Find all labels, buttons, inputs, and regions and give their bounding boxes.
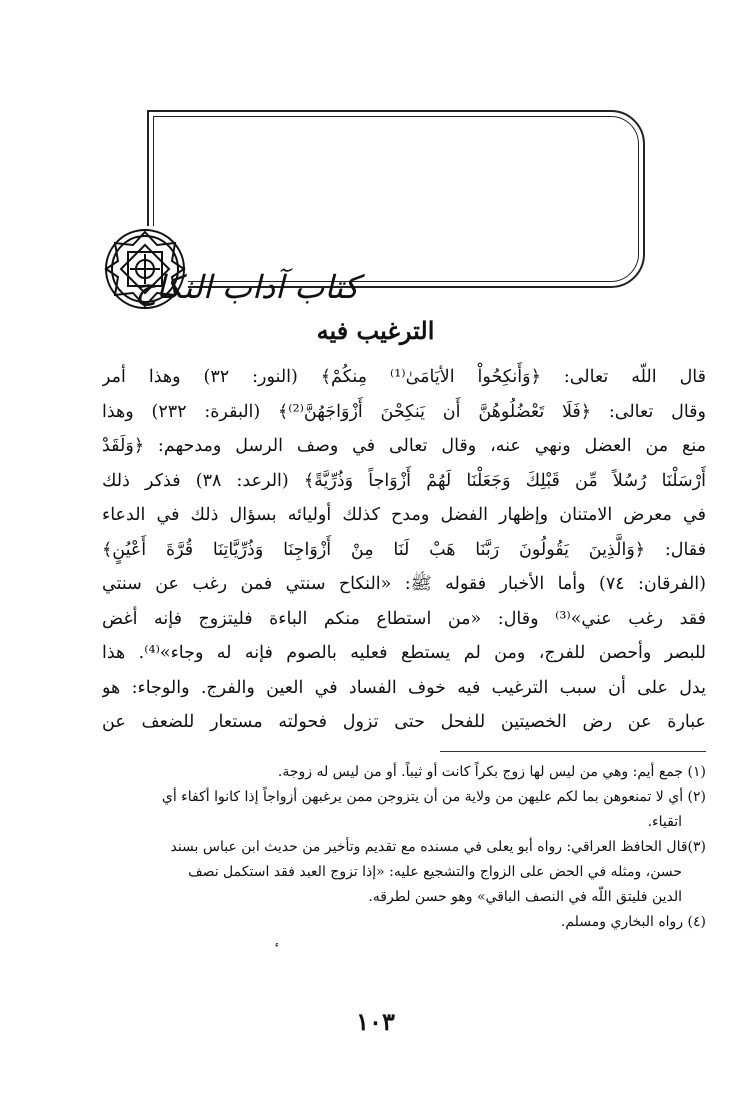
body-line: في معرض الامتنان وإظهار الفضل ومدح كذلك أوليائه بسؤال ذلك في الدعاء [102,505,706,525]
body-text [102,360,706,740]
body-line: منع من العضل ونهي عنه، وقال تعالى في وصف الرسل ومدحهم: ﴿وَلَقَدْ [102,436,706,456]
page-number: ١٠٣ [356,1007,395,1036]
footnote-line: اتقياء. [647,814,682,830]
body-line: قال اللّه تعالى: ﴿وَأَنكِحُواْ الأيَامَىٰ⁽¹⁾ مِنكُمْ﴾ (النور: ٣٢) وهذا أمر [102,367,706,387]
body-line: فقد رغب عني»⁽³⁾ وقال: «من استطاع منكم الباءة فليتزوج فإنه أغض [102,608,706,629]
footnote-line: الدين فليتق اللّه في النصف الباقي» وهو حسن لطرقه. [368,889,682,905]
section-title: الترغيب فيه [316,316,435,345]
footnote-line: (٤) رواه البخاري ومسلم. [560,914,706,930]
footnotes [102,760,706,935]
book-title: كتاب آداب النكاح [135,268,359,306]
body-line: للبصر وأحصن للفرج، ومن لم يستطع فعليه بالصوم فإنه له وجاء»⁽⁴⁾. هذا [102,643,706,663]
footnote-line: حسن، ومثله في الحض على الزواج والتشجيع عليه: «إذا تزوج العبد فقد استكمل نصف [188,864,682,880]
body-line: (الفرقان: ٧٤) وأما الأخبار فقوله ﷺ: «النكاح سنتي فمن رغب عن سنتي [102,574,706,594]
body-line: أَرْسَلْنَا رُسُلاً مِّن قَبْلِكَ وَجَعَلْنَا لَهُمْ أَزْوَاجاً وَذُرِّيَّةً﴾ (الرعد: ٣٨) فذكر ذلك [102,470,706,491]
body-line: يدل على أن سبب الترغيب فيه خوف الفساد في العين والفرج. والوجاء: هو [102,677,706,698]
footnote-line: (٣)قال الحافظ العراقي: رواه أبو يعلى في مسنده مع تقديم وتأخير من حديث ابن عباس بسند [170,839,706,855]
body-line: عبارة عن رض الخصيتين للفحل حتى تزول فحولته مستعار للضعف عن [102,712,706,732]
body-line: وقال تعالى: ﴿فَلَا تَعْضُلُوهُنَّ أَن يَنكِحْنَ أَزْوَاجَهُنَّ⁽²⁾﴾ (البقرة: ٢٣٢) وهذا [102,401,706,422]
footnote-line: (٢) أي لا تمنعوهن بما لكم عليهن من ولاية من أن يتزوجن ممن يرغبهن أزواجاً إذا كانوا أكفاء أي [161,789,706,805]
title-frame-inner [153,116,639,282]
body-line: فقال: ﴿وَالَّذِينَ يَقُولُونَ رَبَّنَا هَبْ لَنَا مِنْ أَزْوَاجِنَا وَذُرِّيَّاتِنَا قُرَّةَ أَعْيُنٍ﴾ [102,539,706,560]
footnote-divider [440,751,706,752]
footnote-line: (١) جمع أيم: وهي من ليس لها زوج بكراً كانت أو ثيباً. أو من ليس له زوجة. [277,764,706,780]
